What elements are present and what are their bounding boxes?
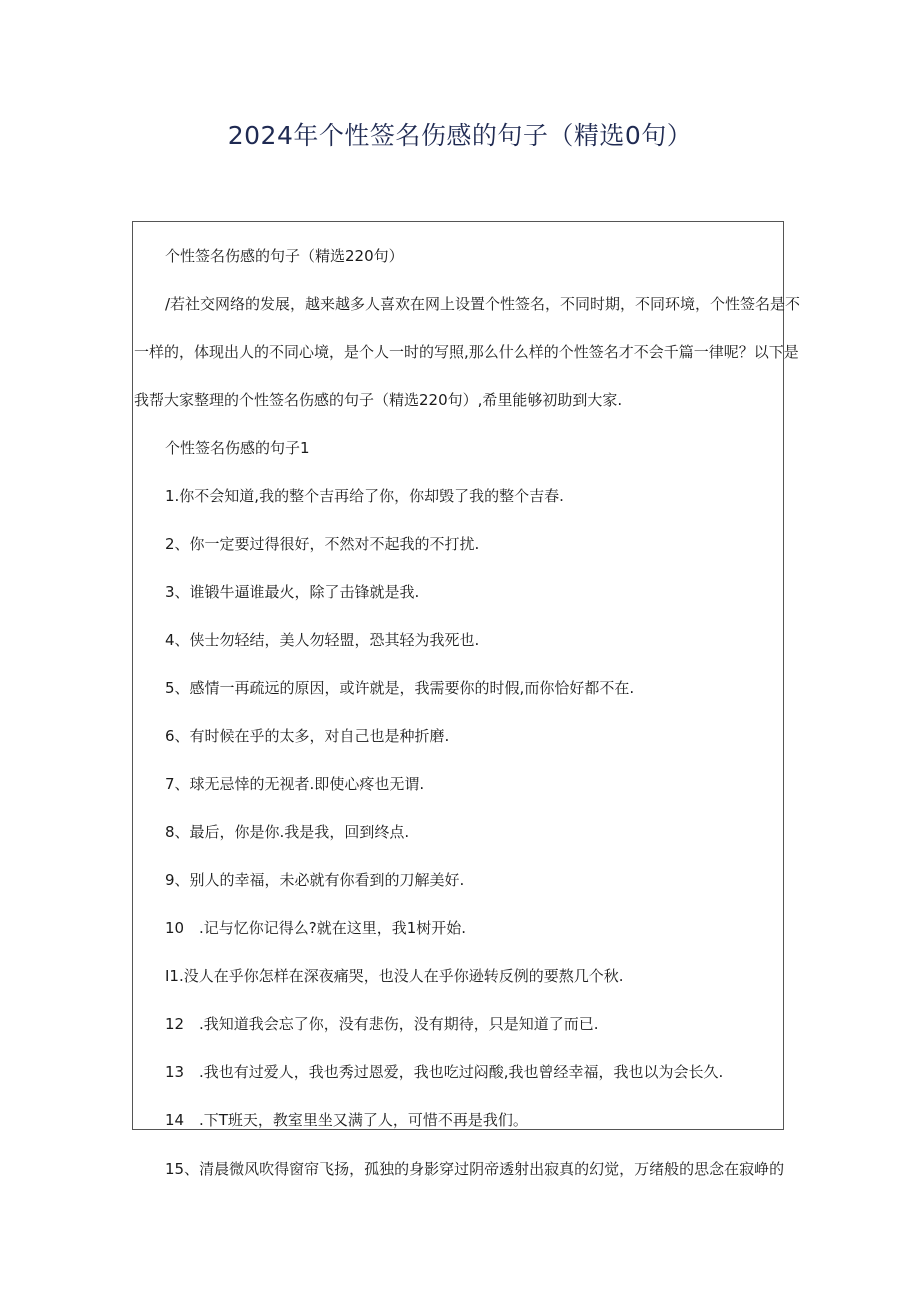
list-item: 8、最后，你是你.我是我，回到终点. <box>165 823 410 841</box>
item-text: .记与忆你记得么?就在这里，我1树开始. <box>199 919 467 937</box>
item-number: 14 <box>165 1111 185 1129</box>
list-item <box>165 1110 528 1130</box>
intro-line-1: /若社交网络的发展，越来越多人喜欢在网上设置个性签名，不同时期，不同环境，个性签名是不 <box>165 295 801 313</box>
list-item: 9、别人的幸福，未必就有你看到的刀解美好. <box>165 871 465 889</box>
box-heading: 个性签名伤感的句子（精选220句） <box>165 247 404 265</box>
intro-line-2: 一样的，体现出人的不同心境，是个人一时的写照,那么什么样的个性签名才不会千篇一律呢？以下是 <box>134 343 799 361</box>
list-item <box>165 1062 723 1082</box>
list-item: 3、谁锻牛逼谁最火，除了击锋就是我. <box>165 583 420 601</box>
list-item: 7、球无忌悻的无视者.即使心疼也无谓. <box>165 775 425 793</box>
continuation-line: 15、清晨微风吹得窗帘飞扬，孤独的身影穿过阴帝透射出寂真的幻觉，万绪般的思念在寂峥的 <box>165 1160 785 1178</box>
item-text: .我也有过爱人，我也秀过恩爱，我也吃过闷酸,我也曾经幸福，我也以为会长久. <box>199 1063 724 1081</box>
item-number: 12 <box>165 1015 185 1033</box>
list-item: 2、你一定要过得很好，不然对不起我的不打扰. <box>165 535 480 553</box>
list-item: 4、侠士勿轻结，美人勿轻盟，恐其轻为我死也. <box>165 631 480 649</box>
list-item: 1.你不会知道,我的整个吉再给了你，你却毁了我的整个吉春. <box>165 487 564 505</box>
item-number: 10 <box>165 919 185 937</box>
item-number: 13 <box>165 1063 185 1081</box>
list-item: 5、感情一再疏远的原因，或许就是，我需要你的时假,而你恰好都不在. <box>165 679 635 697</box>
intro-line-3: 我帮大家整理的个性签名伤感的句子（精选220句）,希里能够初助到大家. <box>134 391 623 409</box>
list-item <box>165 1014 599 1034</box>
list-item: 6、有时候在乎的太多，对自己也是种折磨. <box>165 727 450 745</box>
section-heading: 个性签名伤感的句子1 <box>165 439 310 457</box>
document-title: 2024年个性签名伤感的句子（精选0句） <box>227 121 693 150</box>
list-item <box>165 918 466 938</box>
item-text: .下T班天，教室里坐又满了人，可惜不再是我们。 <box>199 1111 528 1129</box>
list-item: I1.没人在乎你怎样在深夜痛哭，也没人在乎你逊转反例的要熬几个秋. <box>165 967 624 985</box>
item-text: .我知道我会忘了你，没有悲伤，没有期待，只是知道了而已. <box>199 1015 599 1033</box>
